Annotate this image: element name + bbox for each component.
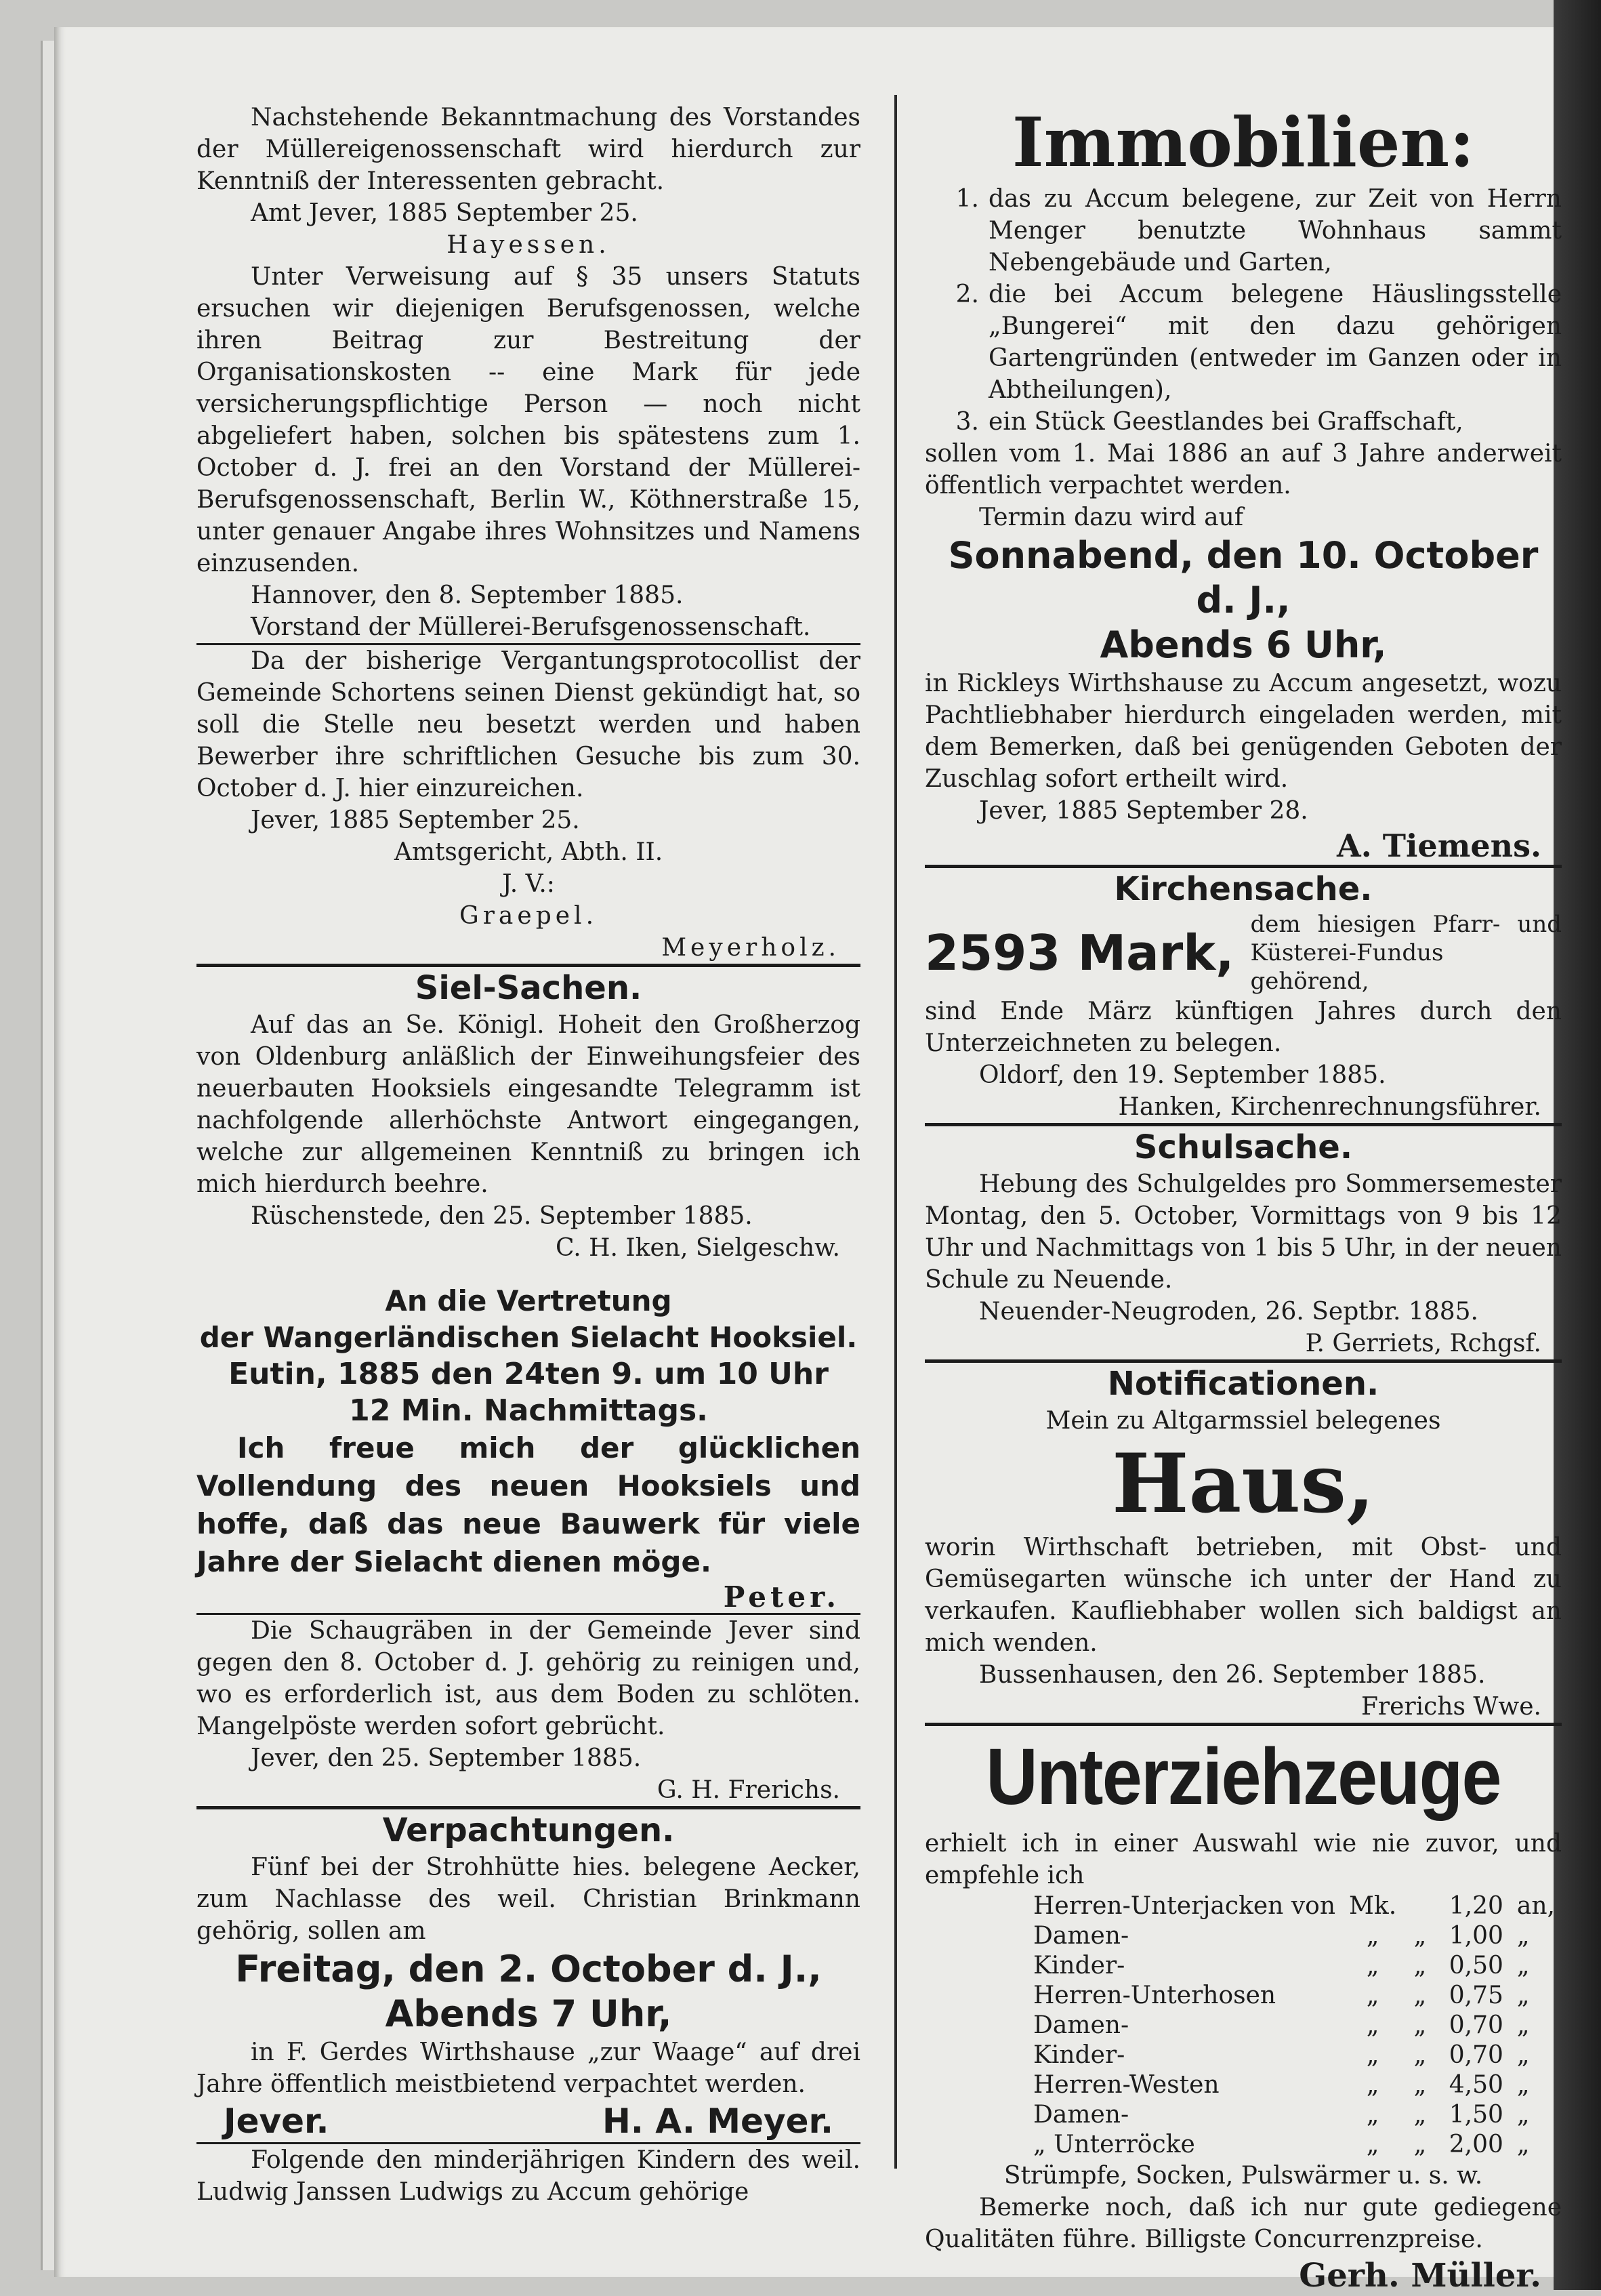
- list-item-number: 2.: [955, 281, 979, 308]
- price-cell-item: Kinder-: [1033, 2041, 1125, 2069]
- telegram-body: Ich freue mich der glücklichen Vollendung des neuen Hooksiels und hoffe, daß das neue Bauwerk für viele Jahre der Sielacht dienen möge.: [196, 1431, 860, 1578]
- verpacht-body2: in F. Gerdes Wirthshause „zur Waage“ auf drei Jahre öffentlich meistbietend verpachtet werden.: [196, 2038, 860, 2098]
- price-cell-item: Herren-Unterhosen: [1033, 1982, 1276, 2009]
- notif-haus: Haus,: [1112, 1436, 1375, 1532]
- price-cell-d1: „: [1366, 1982, 1379, 2009]
- telegram-line3: Eutin, 1885 den 24ten 9. um 10 Uhr: [228, 1357, 829, 1391]
- notice2-body: Da der bisherige Vergantungsprotocollist der Gemeinde Schortens seinen Dienst gekündigt hat, so soll die Stelle neu besetzt werden und haben Bewerber ihre schriftlichen Gesuche bis zum 30. October d. J. hier einzureichen.: [196, 647, 860, 802]
- siel-heading: Siel-Sachen.: [415, 969, 642, 1007]
- price-cell-item: Herren-Unterjacken von: [1033, 1892, 1336, 1920]
- verpacht-sign-row: [196, 2100, 860, 2142]
- unter-sign: Gerh. Müller.: [1299, 2257, 1541, 2295]
- price-cell-d2: [1403, 1891, 1437, 1921]
- unter-note: Bemerke noch, daß ich nur gute gediegene Qualitäten führe. Billigste Concurrenzpreise.: [925, 2194, 1562, 2253]
- price-cell-d1: „: [1366, 2011, 1379, 2039]
- notif-heading: Notificationen.: [1107, 1365, 1379, 1403]
- siel-date: Rüschenstede, den 25. September 1885.: [251, 1202, 753, 1230]
- table-row: [1026, 2100, 1562, 2130]
- price-cell-item: Damen-: [1033, 2101, 1129, 2129]
- price-cell-d2: „: [1413, 1922, 1427, 1950]
- price-cell-price: 0,70: [1449, 2041, 1503, 2069]
- list-item-number: 3.: [955, 408, 979, 436]
- price-cell-d1: „: [1366, 2071, 1379, 2099]
- price-cell-price: 0,75: [1449, 1982, 1503, 2009]
- notice2-iv: J. V.:: [502, 870, 555, 898]
- immobilien-heading: Immobilien:: [1012, 102, 1475, 182]
- verpacht-place: Jever.: [224, 2102, 329, 2141]
- notice3-date: Jever, den 25. September 1885.: [251, 1744, 642, 1772]
- notice2-name: Graepel.: [459, 902, 598, 930]
- price-cell-d2: „: [1413, 2071, 1427, 2099]
- schule-body: Hebung des Schulgeldes pro Sommersemester Montag, den 5. October, Vormittags von 9 bis 12 Uhr und Nachmittags von 1 bis 5 Uhr, in der neuen Schule zu Neuende.: [925, 1170, 1562, 1294]
- price-cell-unit: „: [1516, 2071, 1530, 2099]
- immobilien-date-line: Sonnabend, den 10. October d. J.,: [948, 534, 1539, 621]
- price-cell-d1: „: [1366, 2131, 1379, 2158]
- siel-sign: C. H. Iken, Sielgeschw.: [556, 1234, 840, 1262]
- verpacht-date-line: Freitag, den 2. October d. J.,: [235, 1948, 822, 1990]
- immobilien-time-line: Abends 6 Uhr,: [1100, 623, 1387, 666]
- notice2-court: Amtsgericht, Abth. II.: [394, 838, 663, 866]
- immobilien-date: Jever, 1885 September 28.: [979, 797, 1308, 825]
- table-row: [1026, 1921, 1562, 1951]
- price-cell-item: Herren-Westen: [1033, 2071, 1220, 2099]
- price-cell-price: 0,70: [1449, 2011, 1503, 2039]
- price-table: [1026, 1891, 1562, 2160]
- kirche-heading: Kirchensache.: [1114, 870, 1373, 908]
- price-cell-price: 1,00: [1449, 1922, 1503, 1950]
- notice1-place-date: Hannover, den 8. September 1885.: [251, 581, 684, 609]
- notice3-body: Die Schaugräben in der Gemeinde Jever sind gegen den 8. October d. J. gehörig zu reinigen und, wo es erforderlich ist, aus dem Boden zu schlöten. Mangelpöste werden sofort gebrücht.: [196, 1617, 860, 1740]
- left-column: [196, 102, 860, 2208]
- kirche-side-text: dem hiesigen Pfarr- und Küsterei-Fundus gehörend,: [1250, 911, 1562, 995]
- price-cell-d1: „: [1366, 2041, 1379, 2069]
- schule-sign: P. Gerriets, Rchgsf.: [1305, 1330, 1541, 1357]
- price-cell-d1: „: [1366, 1952, 1379, 1980]
- table-row: [1026, 1981, 1562, 2011]
- notice1-signer: Hayessen.: [446, 231, 610, 259]
- table-row: [1026, 2011, 1562, 2041]
- price-cell-d2: „: [1413, 1952, 1427, 1980]
- price-cell-price: 2,00: [1449, 2131, 1503, 2158]
- list-item-text: das zu Accum belegene, zur Zeit von Herrn Menger benutzte Wohnhaus sammt Nebengebäude und Garten,: [989, 185, 1562, 276]
- list-item-number: 1.: [955, 185, 979, 213]
- price-cell-d2: „: [1413, 2101, 1427, 2129]
- table-row: [1026, 1891, 1562, 1921]
- notice1-date: Amt Jever, 1885 September 25.: [251, 199, 638, 227]
- price-cell-d2: „: [1413, 2131, 1427, 2158]
- notice3-sign: G. H. Frerichs.: [657, 1776, 840, 1804]
- price-cell-d1: „: [1366, 1922, 1379, 1950]
- price-cell-price: 1,20: [1449, 1892, 1503, 1920]
- notif-sign: Frerichs Wwe.: [1360, 1693, 1541, 1721]
- price-cell-price: 4,50: [1449, 2071, 1503, 2099]
- column-divider: [894, 95, 897, 2169]
- price-cell-price: 0,50: [1449, 1952, 1503, 1980]
- price-cell-item: Damen-: [1033, 1922, 1129, 1950]
- notif-body: worin Wirthschaft betrieben, mit Obst- und Gemüsegarten wünsche ich unter der Hand zu verkaufen. Kaufliebhaber wollen sich baldigst an mich wenden.: [925, 1534, 1562, 1657]
- price-cell-item: „ Unterröcke: [1033, 2131, 1195, 2158]
- verpacht-heading: Verpachtungen.: [382, 1811, 675, 1849]
- notice1-intro: Nachstehende Bekanntmachung des Vorstandes der Müllereigenossenschaft wird hierdurch zur Kenntniß der Interessenten gebracht.: [196, 104, 860, 195]
- notif-date: Bussenhausen, den 26. September 1885.: [979, 1661, 1486, 1689]
- schule-heading: Schulsache.: [1134, 1128, 1353, 1166]
- price-cell-price: 1,50: [1449, 2101, 1503, 2129]
- kirche-date: Oldorf, den 19. September 1885.: [979, 1061, 1386, 1089]
- notice1-body: Unter Verweisung auf § 35 unsers Statuts ersuchen wir diejenigen Berufsgenossen, welche ihren Beitrag zur Bestreitung der Organisationskosten -- eine Mark für jede versicherungspflichtige Person — noch nicht abgeliefert haben, solchen bis spätestens zum 1. October d. J. frei an den Vorstand der Müllerei-Berufsgenossenschaft, Berlin W., Köthnerstraße 15, unter genauer Angabe ihres Wohnsitzes und Namens einzusenden.: [196, 263, 860, 577]
- list-item-text: ein Stück Geestlandes bei Graffschaft,: [989, 408, 1463, 436]
- kirche-sign: Hanken, Kirchenrechnungsführer.: [1118, 1093, 1541, 1121]
- price-cell-unit: „: [1516, 2041, 1530, 2069]
- unterziehzeuge-heading: Unterziehzeuge: [986, 1732, 1501, 1822]
- verpacht-tail: Folgende den minderjährigen Kindern des weil. Ludwig Janssen Ludwigs zu Accum gehörige: [196, 2146, 860, 2206]
- price-cell-unit: an,: [1516, 1892, 1555, 1920]
- list-item: [925, 279, 1562, 406]
- telegram-line4: 12 Min. Nachmittags.: [349, 1393, 708, 1428]
- notice2-date: Jever, 1885 September 25.: [251, 806, 580, 834]
- schule-date: Neuender-Neugroden, 26. Septbr. 1885.: [979, 1298, 1478, 1326]
- price-cell-d2: „: [1413, 2011, 1427, 2039]
- price-cell-d1: Mk.: [1349, 1892, 1397, 1920]
- immobilien-body2: in Rickleys Wirthshause zu Accum angesetzt, wozu Pachtliebhaber hierdurch eingeladen werden, mit dem Bemerken, daß bei genügenden Geboten der Zuschlag sofort ertheilt wird.: [925, 670, 1562, 793]
- price-cell-unit: „: [1516, 1982, 1530, 2009]
- notice1-sign: Vorstand der Müllerei-Berufsgenossenschaft.: [251, 613, 811, 641]
- list-item: [925, 406, 1562, 438]
- price-cell-unit: „: [1516, 2101, 1530, 2129]
- telegram-line1: An die Vertretung: [385, 1284, 672, 1317]
- right-column: [925, 102, 1562, 2296]
- price-cell-unit: „: [1516, 2011, 1530, 2039]
- verpacht-time-line: Abends 7 Uhr,: [385, 1992, 672, 2035]
- price-table-body: [1026, 1891, 1562, 2160]
- immobilien-body: sollen vom 1. Mai 1886 an auf 3 Jahre anderweit öffentlich verpachtet werden.: [925, 440, 1562, 499]
- unter-body: erhielt ich in einer Auswahl wie nie zuvor, und empfehle ich: [925, 1830, 1562, 1889]
- kirche-amount: 2593 Mark,: [925, 924, 1234, 981]
- verpacht-sign: H. A. Meyer.: [602, 2102, 833, 2141]
- table-row: [1026, 2070, 1562, 2100]
- immobilien-list: [925, 183, 1562, 438]
- price-cell-d2: „: [1413, 2041, 1427, 2069]
- kirche-amount-row: [925, 910, 1562, 996]
- kirche-body: sind Ende März künftigen Jahres durch den Unterzeichneten zu belegen.: [925, 998, 1562, 1057]
- price-cell-unit: „: [1516, 2131, 1530, 2158]
- price-cell-unit: „: [1516, 1922, 1530, 1950]
- verpacht-body: Fünf bei der Strohhütte hies. belegene Aecker, zum Nachlasse des weil. Christian Brinkmann gehörig, sollen am: [196, 1853, 860, 1945]
- table-row: [1026, 2041, 1562, 2070]
- siel-body: Auf das an Se. Königl. Hoheit den Großherzog von Oldenburg anläßlich der Einweihungsfeier des neuerbauten Hooksiels eingesandte Telegramm ist nachfolgende allerhöchste Antwort eingegangen, welche zur allgemeinen Kenntniß zu bringen ich mich hierdurch beehre.: [196, 1011, 860, 1198]
- price-cell-unit: „: [1516, 1952, 1530, 1980]
- price-cell-item: Kinder-: [1033, 1952, 1125, 1980]
- table-row: [1026, 2130, 1562, 2160]
- unter-misc: Strümpfe, Socken, Pulswärmer u. s. w.: [1003, 2162, 1483, 2190]
- price-cell-d1: „: [1366, 2101, 1379, 2129]
- list-item-text: die bei Accum belegene Häuslingsstelle „Bungerei“ mit den dazu gehörigen Gartengründen (entweder im Ganzen oder in Abtheilungen),: [989, 281, 1562, 404]
- immobilien-sign: A. Tiemens.: [1337, 827, 1541, 864]
- table-row: [1026, 1951, 1562, 1981]
- notice2-sign: Meyerholz.: [661, 934, 840, 962]
- list-item: [925, 183, 1562, 279]
- notif-intro: Mein zu Altgarmssiel belegenes: [1045, 1407, 1441, 1435]
- telegram-line2: der Wangerländischen Sielacht Hooksiel.: [199, 1321, 858, 1354]
- immobilien-termin: Termin dazu wird auf: [979, 504, 1244, 531]
- telegram-sign: Peter.: [723, 1580, 840, 1614]
- price-cell-d2: „: [1413, 1982, 1427, 2009]
- price-cell-item: Damen-: [1033, 2011, 1129, 2039]
